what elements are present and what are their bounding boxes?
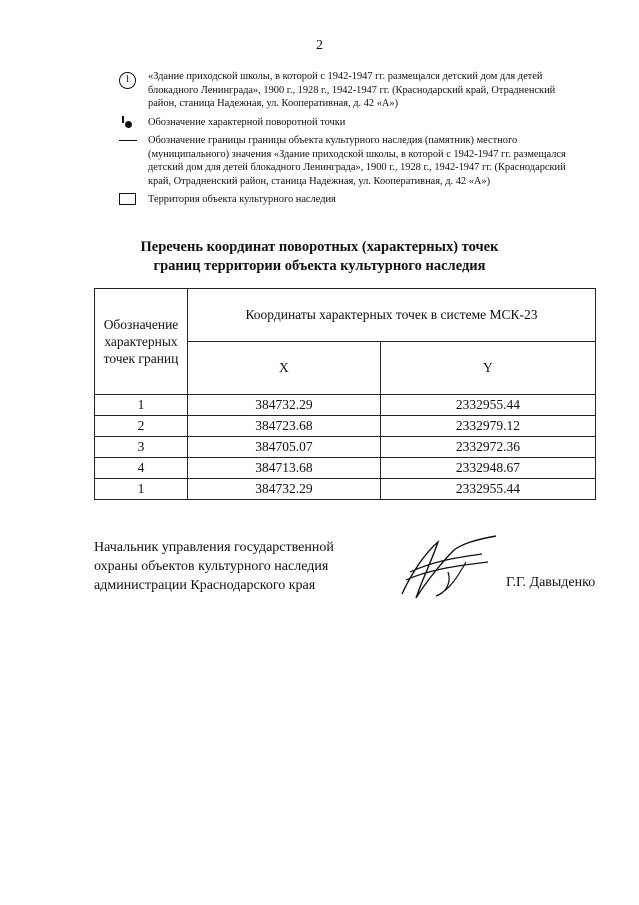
legend-item-boundary [116,134,586,188]
cell-y: 2332979.12 [380,416,595,437]
header-coords: Координаты характерных точек в системе МСК-23 [188,289,596,342]
position-line-3: администрации Краснодарского края [94,578,316,593]
circle-marker-label: 1 [119,72,136,89]
signer-name: Г.Г. Давыденко [506,575,596,590]
table-row [95,437,596,458]
cell-point: 3 [95,437,188,458]
turning-point-icon [116,116,142,132]
legend-item-territory [116,193,586,207]
page-title [0,238,639,276]
header-designation: Обозначение характерных точек границ [95,289,188,395]
legend-item-text: Обозначение характерной поворотной точки [148,116,346,128]
cell-point: 1 [95,395,188,416]
position-line-1: Начальник управления государственной [94,540,334,555]
cell-x: 384713.68 [188,458,381,479]
legend-item-text: Обозначение границы границы объекта культурного наследия (памятник) местного (муниципального) значения «Здание приходской школы, в которой с 1942-1947 гг. размещался детский дом для детей блокадного Ленинграда», 1900 г., 1928 г., 1942-1947 гг. (Краснодарский край, Отрадненский район, станица Надежная, ул. Кооперативная, д. 42 «А») [148,135,566,187]
cell-point: 4 [95,458,188,479]
legend-item-point [116,116,586,130]
table-row [95,479,596,500]
coordinates-table [94,288,596,500]
cell-x: 384732.29 [188,479,381,500]
table-row [95,395,596,416]
legend-item-text: «Здание приходской школы, в которой с 1942-1947 гг. размещался детский дом для детей блокадного Ленинграда», 1900 г., 1928 г., 1942-1947 гг. (Краснодарский край, Отрадненский район, станица Надежная, ул. Кооперативная, д. 42 «А») [148,71,556,109]
page-number: 2 [316,38,323,53]
position-line-2: охраны объектов культурного наследия [94,559,329,574]
header-x: X [188,342,381,395]
territory-rect-icon [116,193,142,209]
header-y: Y [380,342,595,395]
handwritten-signature-icon [392,532,504,604]
boundary-line-icon [116,134,142,150]
cell-y: 2332948.67 [380,458,595,479]
cell-y: 2332972.36 [380,437,595,458]
legend-item-text: Территория объекта культурного наследия [148,194,336,205]
table-header-row [95,289,596,342]
legend [116,70,586,212]
table-row [95,416,596,437]
cell-point: 2 [95,416,188,437]
signatory-position [94,538,394,595]
cell-x: 384732.29 [188,395,381,416]
legend-item-object [116,70,586,111]
circle-marker-icon [116,70,142,86]
cell-y: 2332955.44 [380,479,595,500]
cell-y: 2332955.44 [380,395,595,416]
title-line-1: Перечень координат поворотных (характерных) точек [140,239,499,255]
table-row [95,458,596,479]
cell-x: 384705.07 [188,437,381,458]
title-line-2: границ территории объекта культурного наследия [153,258,486,274]
cell-x: 384723.68 [188,416,381,437]
cell-point: 1 [95,479,188,500]
